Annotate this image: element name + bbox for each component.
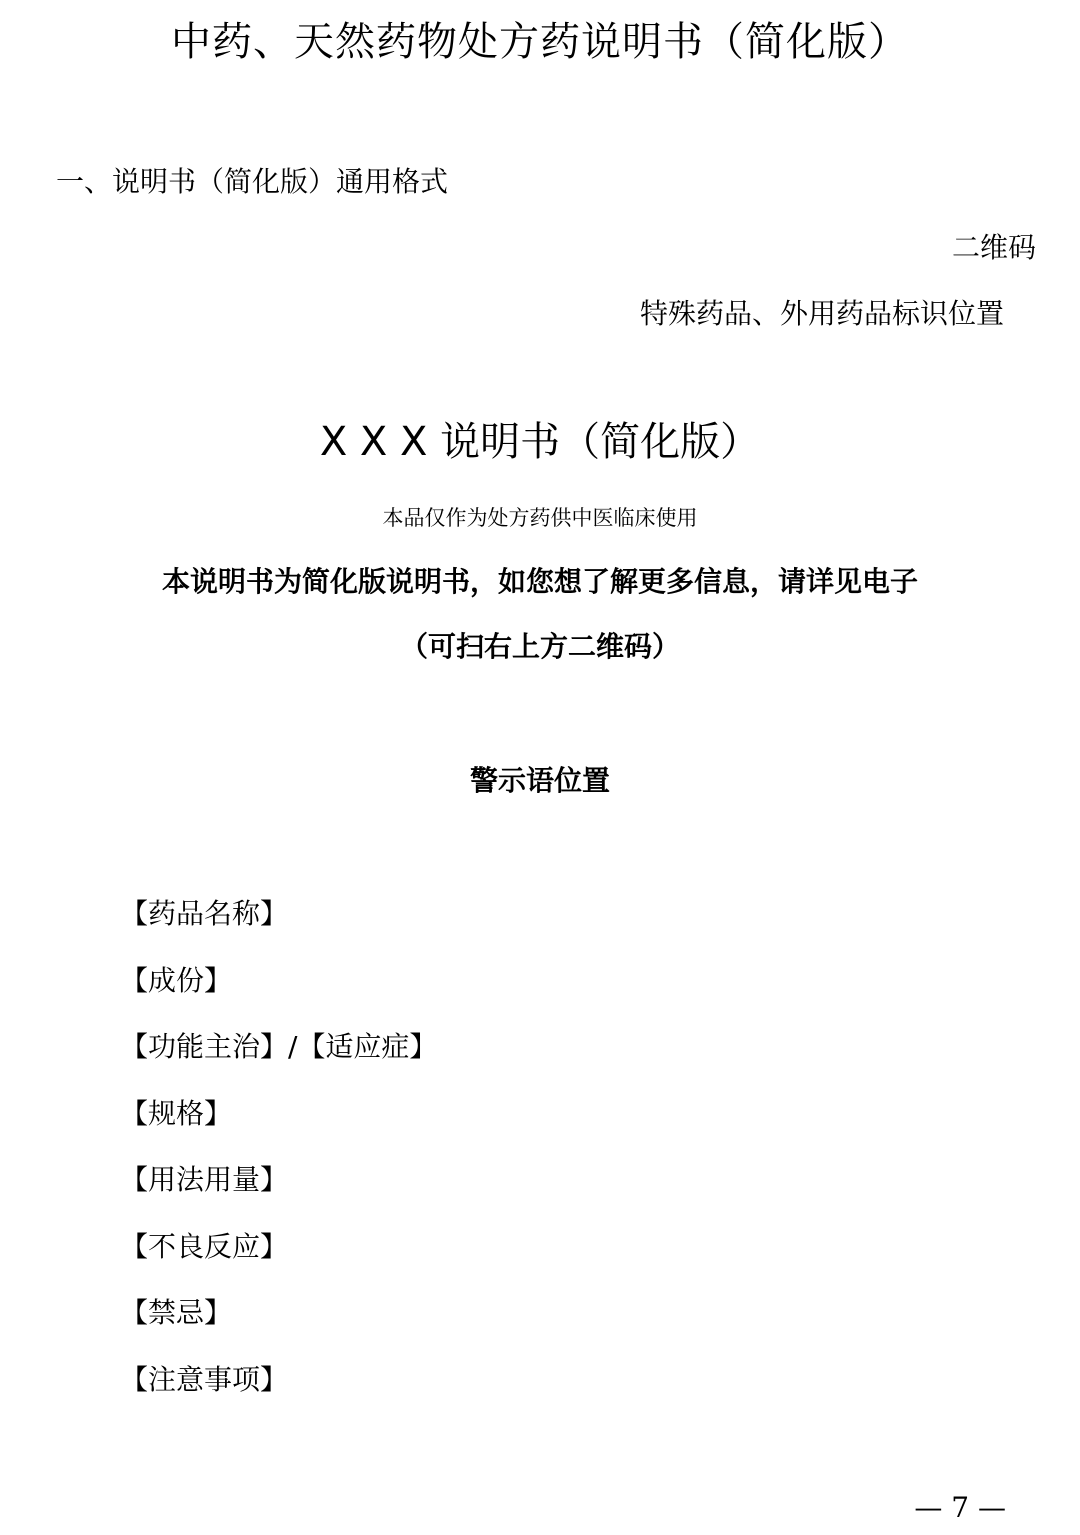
section-specification: 【规格】	[120, 1096, 233, 1130]
special-marker-label: 特殊药品、外用药品标识位置	[639, 297, 1004, 330]
section-precautions: 【注意事项】	[120, 1362, 289, 1396]
section-ingredients: 【成份】	[120, 963, 233, 997]
section-heading: 一、说明书（简化版）通用格式	[56, 165, 449, 198]
document-title: 中药、天然药物处方药说明书（简化版）	[171, 19, 909, 65]
section-dosage: 【用法用量】	[120, 1163, 289, 1196]
section-list	[120, 894, 437, 1426]
warning-position: 警示语位置	[469, 764, 610, 797]
prescription-note: 本品仅作为处方药供中医临床使用	[382, 506, 698, 530]
notice-line-2: （可扫右上方二维码）	[399, 630, 680, 663]
notice-line-1: 本说明书为简化版说明书，如您想了解更多信息，请详见电子	[161, 565, 918, 598]
section-adverse-reactions: 【不良反应】	[120, 1229, 289, 1263]
page-number: — 7 —	[914, 1491, 1006, 1524]
leaflet-title: X X X 说明书（简化版）	[319, 419, 761, 465]
section-contraindications: 【禁忌】	[120, 1296, 233, 1329]
section-drug-name: 【药品名称】	[120, 897, 289, 930]
qr-code-label: 二维码	[951, 231, 1036, 264]
section-indications: 【功能主治】/【适应症】	[120, 1030, 438, 1063]
